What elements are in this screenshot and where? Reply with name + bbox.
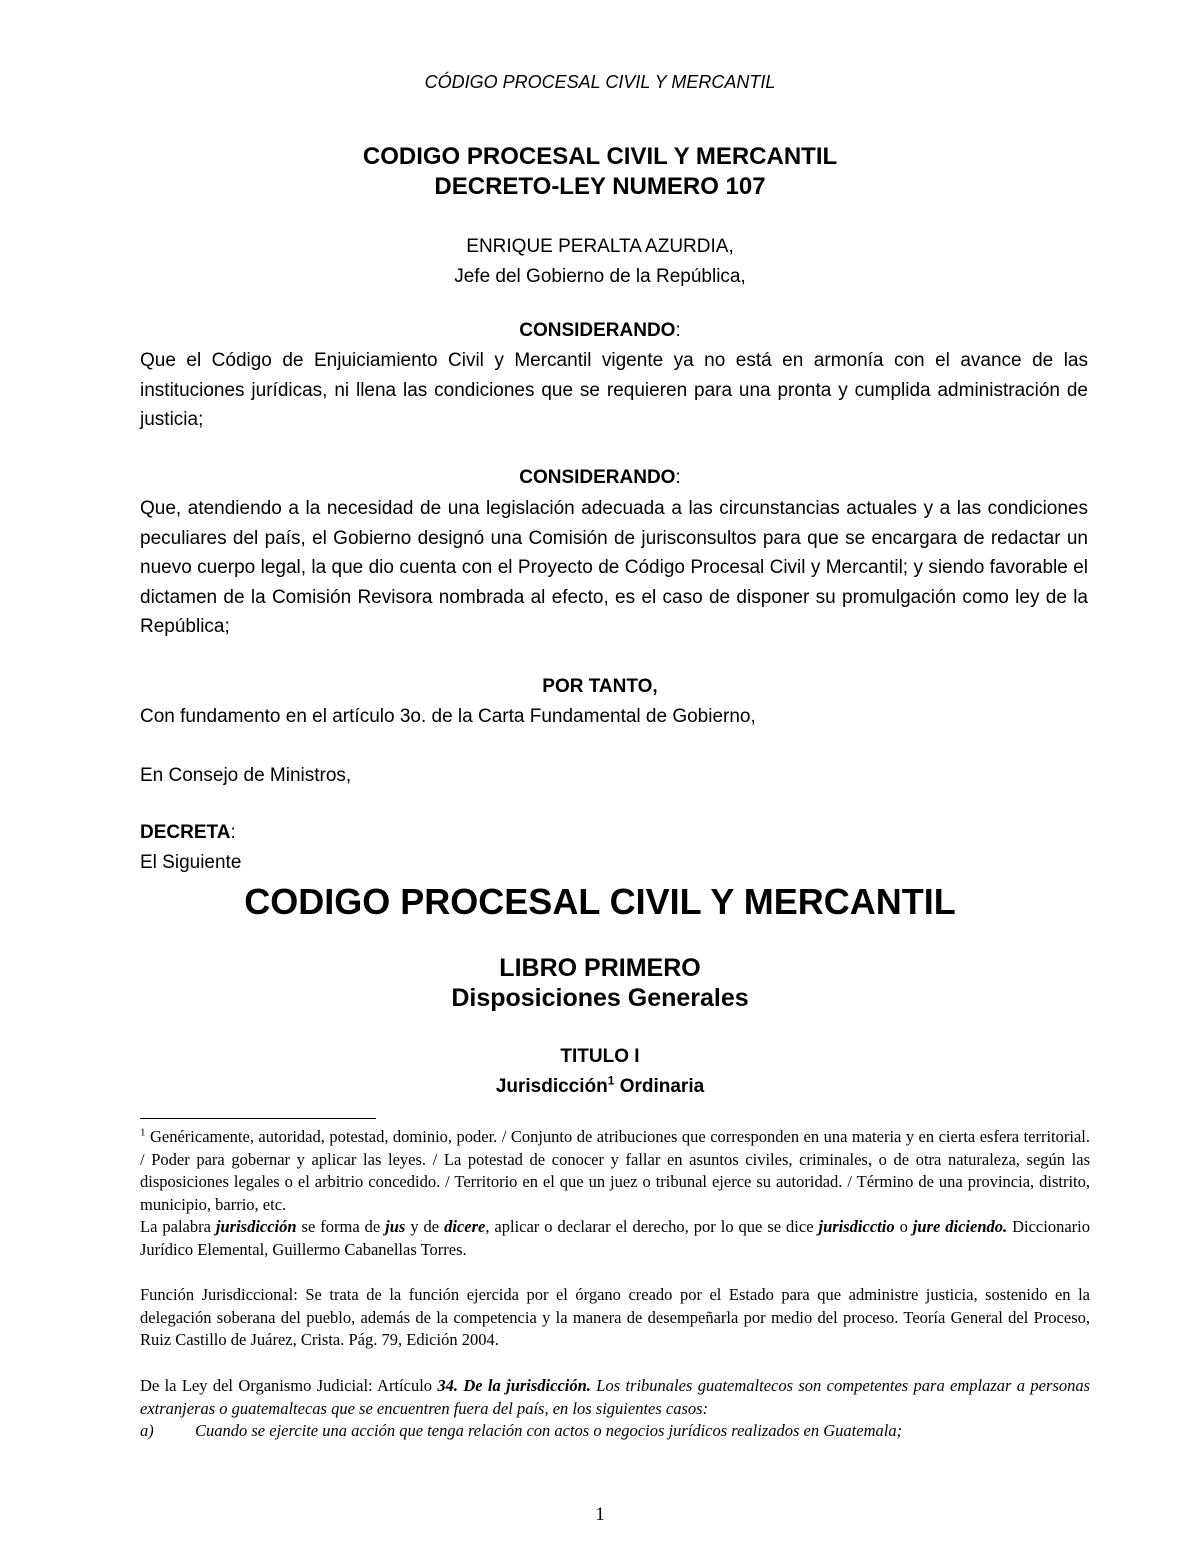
footnote-paragraph-4: De la Ley del Organismo Judicial: Artículo 34. De la jurisdicción. Los tribunales guatemaltecos son competentes para emplazar a personas extranjeras o guatemaltecas que se encuentren fuera del país, en los siguientes casos: (140, 1376, 1090, 1418)
footnote-list-item-a: a) Cuando se ejercite una acción que tenga relación con actos o negocios jurídicos realizados en Guatemala; (140, 1421, 903, 1440)
considerando-heading-2: CONSIDERANDO: (519, 467, 681, 488)
libro-title: LIBRO PRIMERO (499, 954, 701, 982)
titulo-subtitle: Jurisdicción$^1$ Ordinaria (495, 1073, 705, 1097)
signer-name: ENRIQUE PERALTA AZURDIA, (466, 236, 734, 257)
footnote-paragraph-1: $^1$ Genéricamente, autoridad, potestad, dominio, poder. / Conjunto de atribuciones que corresponden en una materia y en cierta esfera territorial. / Poder para gobernar y aplicar las leyes. / La potestad de conocer y fallar en asuntos civiles, criminales, o de otra naturaleza, según las disposiciones legales o el arbitrio concedido. / Territorio en el que un juez o tribunal ejerce su autoridad. / Término de una provincia, distrito, municipio, barrio, etc. (140, 1126, 1090, 1214)
por-tanto-text: Con fundamento en el artículo 3o. de la Carta Fundamental de Gobierno, (140, 706, 756, 727)
footnote-separator (140, 1118, 376, 1119)
decree-number: DECRETO-LEY NUMERO 107 (434, 173, 766, 200)
considerando-text-2: Que, atendiendo a la necesidad de una legislación adecuada a las circunstancias actuales y a las condiciones peculiares del país, el Gobierno designó una Comisión de jurisconsultos para que se encargara de redactar un nuevo cuerpo legal, la que dio cuenta con el Proyecto de Código Procesal Civil y Mercantil; y siendo favorable el dictamen de la Comisión Revisora nombrada al efecto, es el caso de disponer su promulgación como ley de la República; (140, 498, 1088, 637)
considerando-heading-1: CONSIDERANDO: (519, 320, 681, 341)
considerando-text-1: Que el Código de Enjuiciamiento Civil y Mercantil vigente ya no está en armonía con el avance de las instituciones jurídicas, ni llena las condiciones que se requieren para una pronta y cumplida administración de justicia; (140, 350, 1088, 430)
por-tanto-heading: POR TANTO, (542, 676, 658, 697)
signer-role: Jefe del Gobierno de la República, (454, 266, 746, 287)
libro-subtitle: Disposiciones Generales (451, 984, 749, 1012)
consejo-text: En Consejo de Ministros, (140, 765, 352, 786)
footnote-paragraph-3: Función Jurisdiccional: Se trata de la función ejercida por el órgano creado por el Estado para que administre justicia, sostenido en la delegación soberana del pueblo, además de la competencia y la manera de desempeñarla por medio del proceso. Teoría General del Proceso, Ruiz Castillo de Juárez, Crista. Pág. 79, Edición 2004. (140, 1285, 1090, 1349)
decreta-text: El Siguiente (140, 852, 242, 873)
running-header: CÓDIGO PROCESAL CIVIL Y MERCANTIL (424, 72, 776, 92)
footnote-paragraph-2: La palabra jurisdicción se forma de jus y de dicere, aplicar o declarar el derecho, por lo que se dice jurisdicctio o jure diciendo. Diccionario Jurídico Elemental, Guillermo Cabanellas Torres. (140, 1217, 1090, 1259)
decreta-heading: DECRETA: (140, 822, 236, 843)
page-number: 1 (595, 1504, 605, 1525)
code-title: CODIGO PROCESAL CIVIL Y MERCANTIL (244, 881, 956, 922)
document-title: CODIGO PROCESAL CIVIL Y MERCANTIL (362, 143, 838, 170)
titulo-title: TITULO I (560, 1046, 640, 1067)
footnote-reference[interactable]: 1 (607, 1073, 615, 1088)
